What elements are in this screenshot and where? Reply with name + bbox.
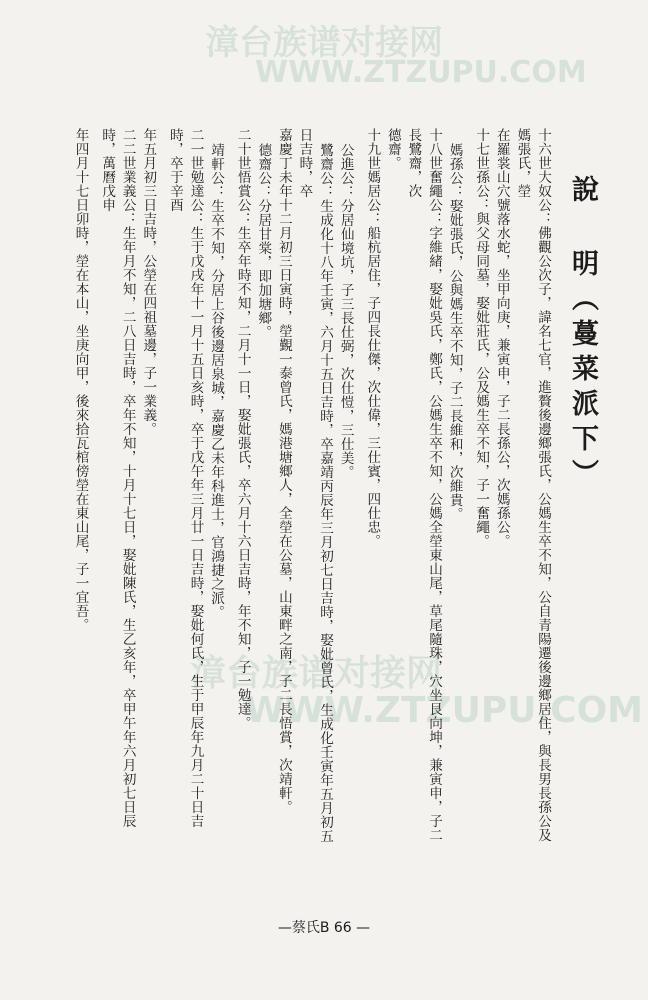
paragraph: 十六世大奴公：佛觀公次子，諱名七官，進贅後邊鄉張氏，公媽生卒不知，公自青陽遷後邊鄉居住，與長男長孫公及媽張氏，塋	[514, 128, 551, 842]
paragraph: 年四月十七日卯時，塋在本山，坐庚向甲，後來拾瓦棺傍塋在東山尾，子一宜吾。	[72, 128, 89, 632]
paragraph: 十八世奮繩公：字維緒，娶妣吳氏，鄭氏，公媽生卒不知，公媽全塋東山尾，草尾隨珠，穴坐艮向坤，兼寅申，子二長鷺齋，次	[405, 128, 443, 842]
paragraph: 德齋。	[384, 128, 401, 170]
paragraph: 公進公：分居仙境坑，子三長仕弼，次仕愷，三仕美。	[337, 142, 354, 479]
watermark-top-cn: 漳台族谱对接网	[205, 23, 443, 63]
watermark-bottom-url: WWW.ZTZUPU.COM	[245, 690, 644, 731]
paragraph: 靖軒公：生卒不知，分居上谷後邊居泉城，嘉慶乙未年科進士，官鴻捷之派。	[208, 142, 225, 619]
paragraph: 在羅裳山穴號落水蛇，坐甲向庚，兼寅申，子二長孫公，次媽孫公。	[493, 128, 510, 548]
paragraph: 二十世悟賞公：生卒年時不知，二月十一日，娶妣張氏，卒六月十六日吉時，年不知，子一勉達。	[234, 128, 251, 730]
watermark-bottom-cn: 漳台族谱对接网	[190, 653, 443, 694]
watermark-top-url: WWW.ZTZUPU.COM	[255, 55, 587, 90]
paragraph: 二一世勉達公：生于戊戌年十一月十五日亥時，卒于戊午年三月廿一日吉時，娶妣何氏，生于甲辰年九月二十日吉時，卒于辛酉	[166, 128, 204, 828]
paragraph: 年五月初三日吉時，公塋在四祖墓邊，子一業義。	[140, 128, 157, 436]
page-footer: —蔡氏B 66 —	[277, 920, 371, 936]
paragraph: 十七世孫公：與父母同墓，娶妣莊氏，公及媽生卒不知，子一奮繩。	[473, 128, 490, 548]
paragraph: 十九世媽居公：船杭居住，子四長仕傑，次仕偉，三仕賓，四仕忠。	[364, 128, 381, 548]
paragraph: 鷺齋公：生成化十八年壬寅，六月十五日吉時，卒嘉靖丙辰年三月初七日吉時，娶妣曾氏，生成化壬寅年五月初五日吉時，卒	[296, 128, 334, 843]
paragraph: 媽孫公：娶妣張氏，公與媽生卒不知，子二長維和，次維貴。	[446, 142, 463, 521]
paragraph: 德齋公：分居甘棠，即加塘鄉。	[255, 142, 272, 339]
page-title: 說 明（蔓菜派下）	[567, 175, 598, 494]
paragraph: 嘉慶丁未年十二月初三日寅時，塋覲一泰曾氏，媽港塘鄉人，全塋在公墓，山東畔之南，子二長悟賞，次靖軒。	[275, 128, 292, 814]
genealogy-text	[70, 128, 553, 848]
paragraph: 二二世業義公：生年月不知，二八日吉時，卒年不知，十月十七日，娶妣陳氏，生乙亥年，卒甲午年六月初七日辰時，萬曆戊申	[99, 128, 136, 828]
